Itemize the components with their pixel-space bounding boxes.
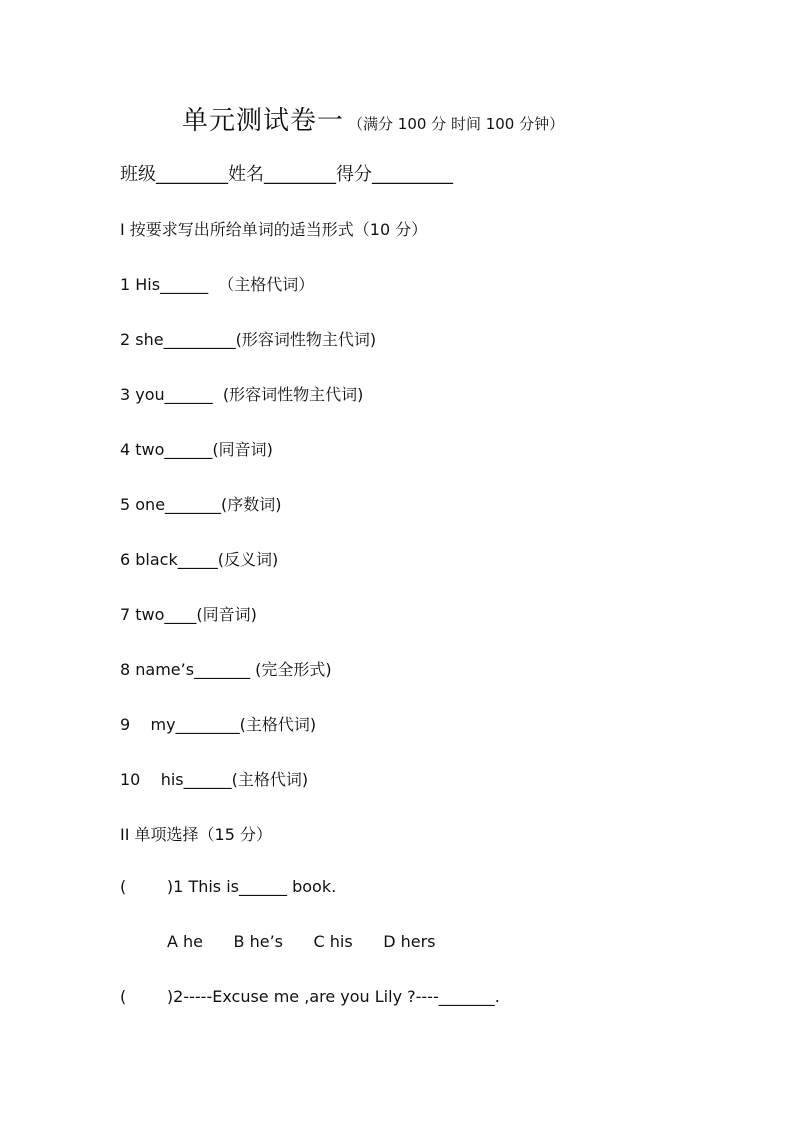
title-subtitle: （满分 100 分 时间 100 分钟） bbox=[348, 115, 565, 133]
question-item: 6 black_____(反义词) bbox=[120, 550, 279, 569]
question-item: 7 two____(同音词) bbox=[120, 605, 257, 624]
mc-question-1-options: A he B he’s C his D hers bbox=[167, 932, 436, 951]
section-2-heading: II 单项选择（15 分） bbox=[120, 825, 272, 844]
question-item: 3 you______ (形容词性物主代词) bbox=[120, 385, 364, 404]
question-item: 5 one_______(序数词) bbox=[120, 495, 282, 514]
page-title bbox=[182, 100, 564, 137]
question-item: 8 name’s_______ (完全形式) bbox=[120, 660, 332, 679]
question-item: 2 she_________(形容词性物主代词) bbox=[120, 330, 377, 349]
section-1-heading: I 按要求写出所给单词的适当形式（10 分） bbox=[120, 220, 428, 239]
question-item: 10 his______(主格代词) bbox=[120, 770, 309, 789]
mc-question-1: ( )1 This is______ book. bbox=[120, 877, 337, 896]
question-item: 4 two______(同音词) bbox=[120, 440, 273, 459]
question-item: 9 my________(主格代词) bbox=[120, 715, 317, 734]
mc-question-2: ( )2-----Excuse me ,are you Lily ?----_______. bbox=[120, 987, 500, 1006]
student-info-line: 班级________姓名________得分_________ bbox=[120, 164, 453, 185]
title-main: 单元测试卷一 bbox=[182, 106, 345, 136]
question-item: 1 His______ （主格代词） bbox=[120, 275, 315, 294]
